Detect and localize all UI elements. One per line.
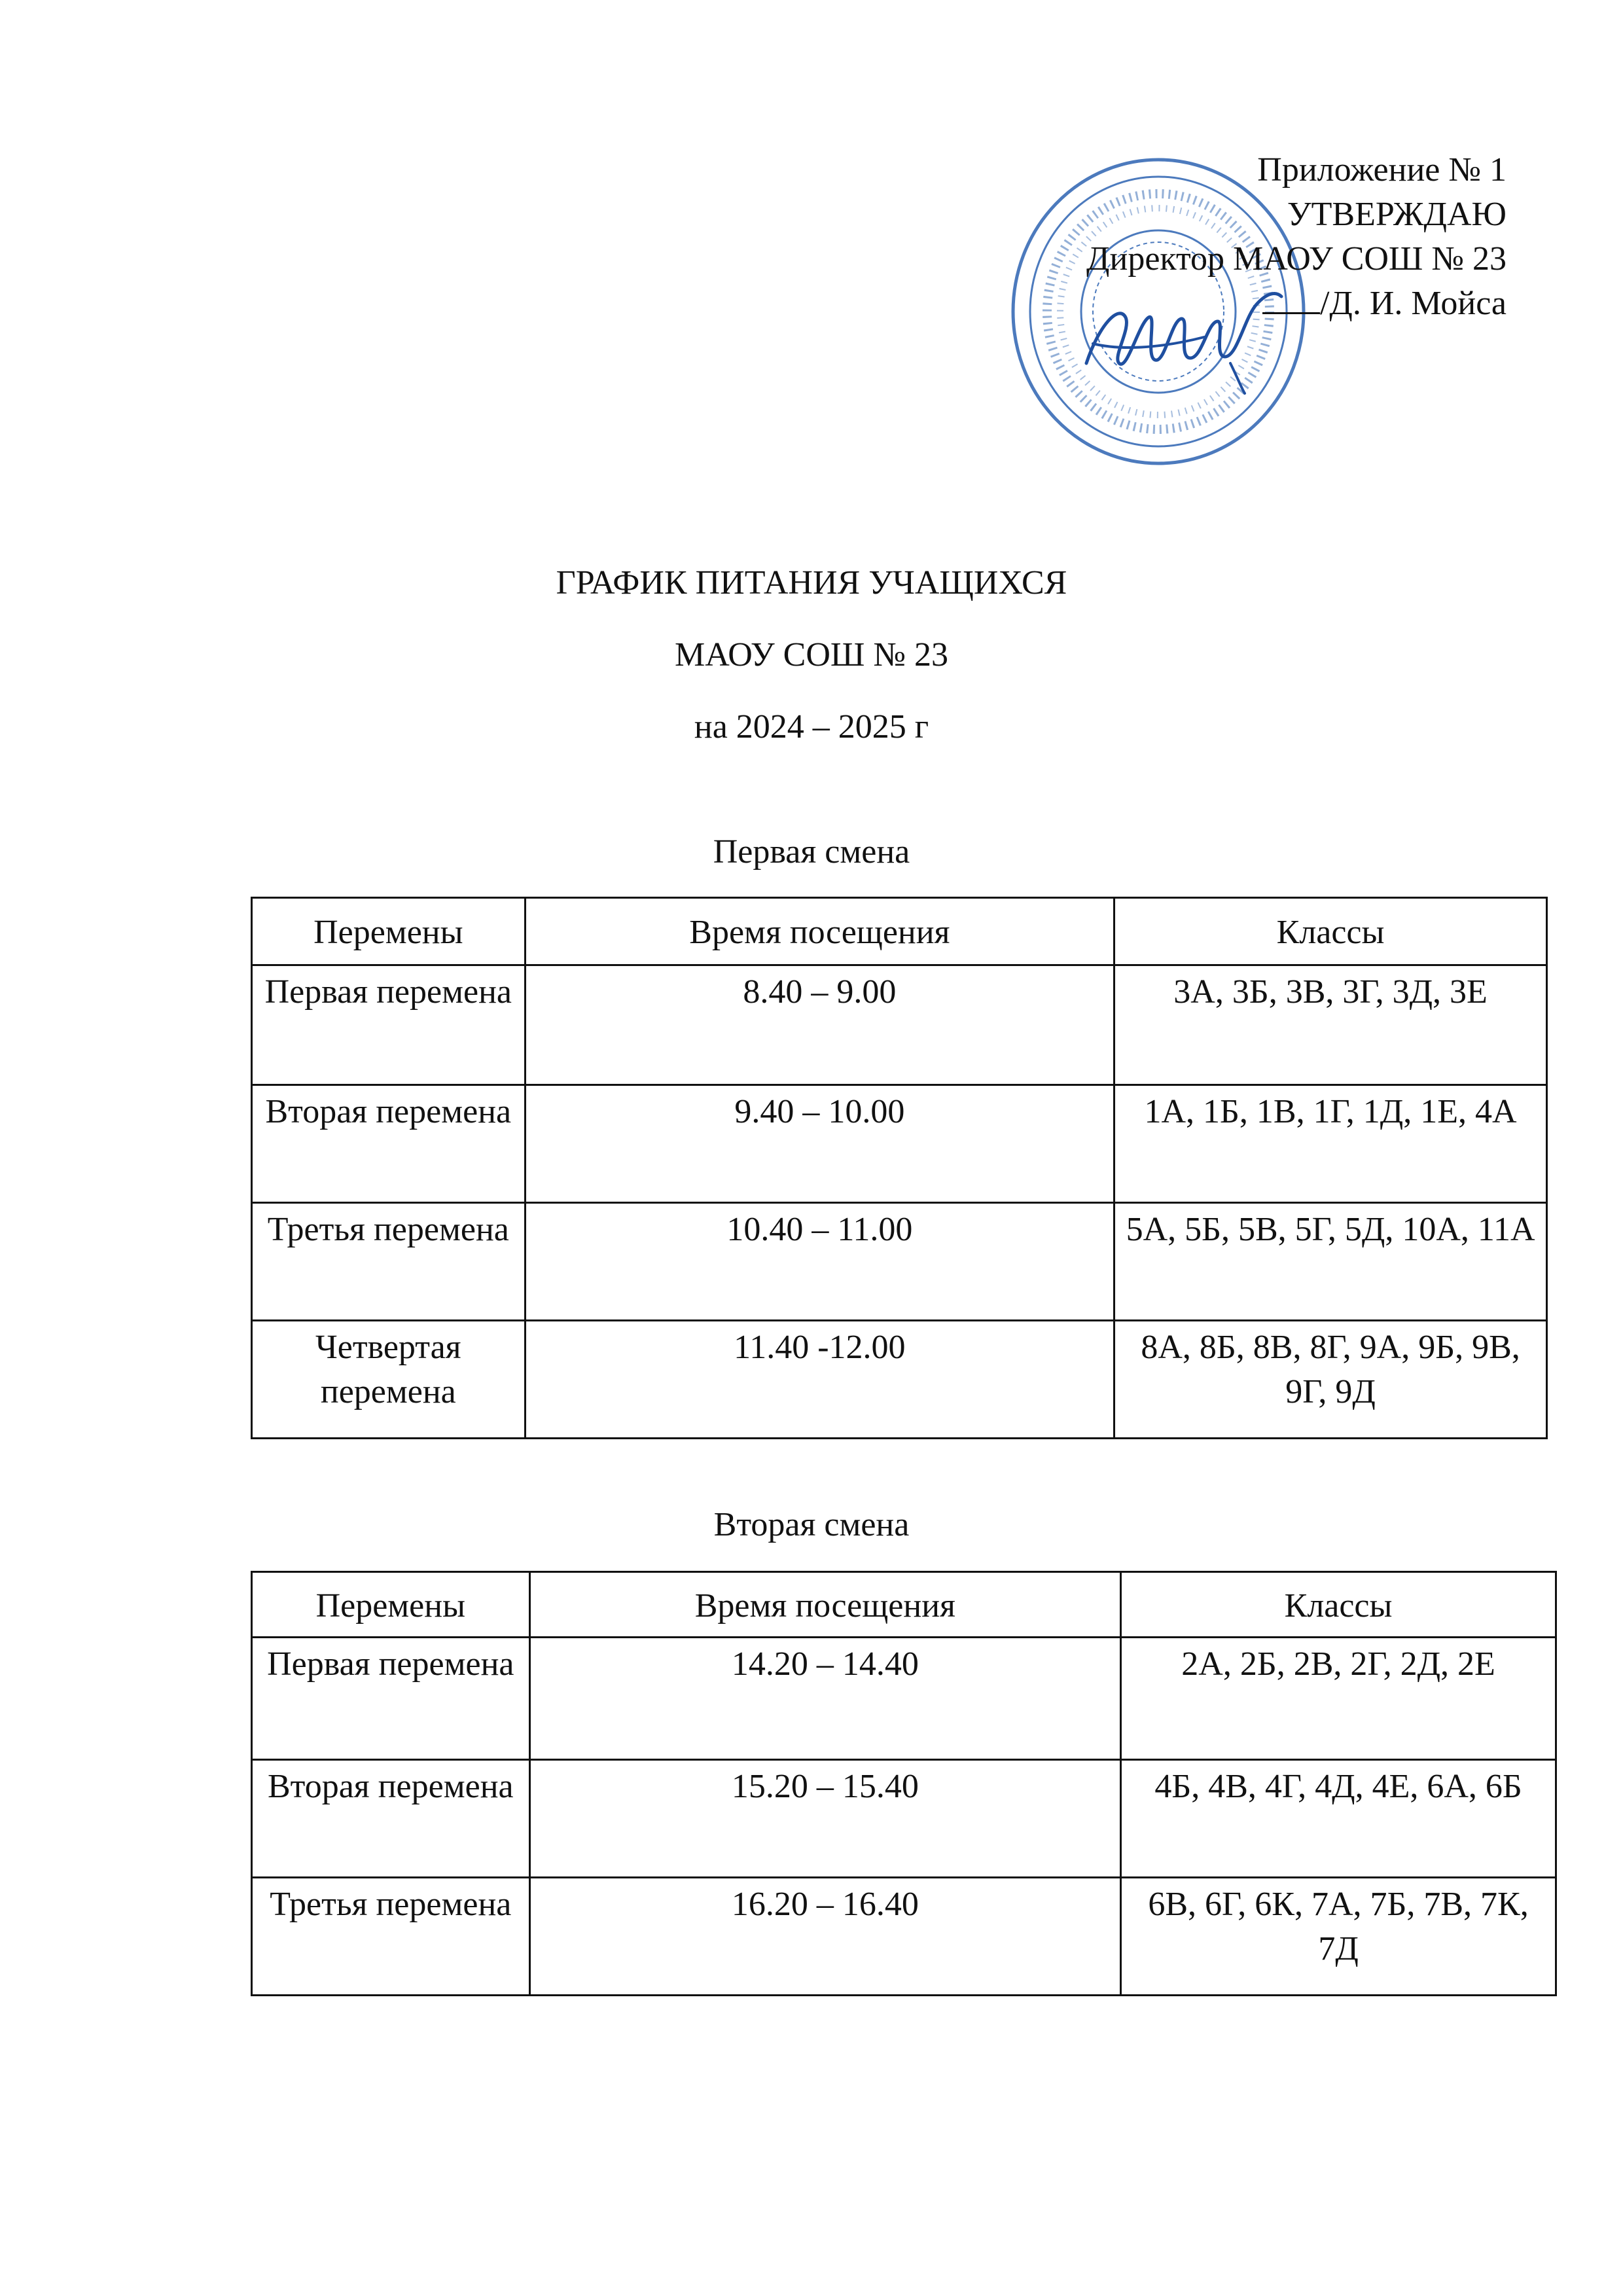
classes-cell: 6В, 6Г, 6К, 7А, 7Б, 7В, 7К, 7Д (1121, 1878, 1556, 1996)
break-cell: Третья перемена (252, 1878, 530, 1996)
table-row (252, 1760, 1556, 1878)
director-name: /Д. И. Мойса (1319, 285, 1507, 322)
signature-blank (1262, 282, 1320, 314)
break-cell: Вторая перемена (252, 1085, 526, 1203)
time-cell: 16.20 – 16.40 (529, 1878, 1121, 1996)
appendix-label: Приложение № 1 (1257, 151, 1507, 188)
break-cell: Первая перемена (252, 1638, 530, 1760)
table-header-row (252, 898, 1547, 965)
time-cell: 8.40 – 9.00 (525, 965, 1114, 1085)
table-row (252, 1878, 1556, 1996)
classes-cell: 4Б, 4В, 4Г, 4Д, 4Е, 6А, 6Б (1121, 1760, 1556, 1878)
header-cell: Время посещения (525, 898, 1114, 965)
shift1-caption: Первая смена (713, 833, 910, 870)
break-cell: Четвертая перемена (252, 1321, 526, 1439)
header-cell: Классы (1115, 898, 1547, 965)
director-name-line (1086, 281, 1507, 326)
classes-cell: 1А, 1Б, 1В, 1Г, 1Д, 1Е, 4А (1115, 1085, 1547, 1203)
time-cell: 15.20 – 15.40 (529, 1760, 1121, 1878)
time-cell: 9.40 – 10.00 (525, 1085, 1114, 1203)
header-cell: Классы (1121, 1572, 1556, 1638)
title-line-1: ГРАФИК ПИТАНИЯ УЧАЩИХСЯ (556, 564, 1067, 601)
shift1-table (251, 897, 1548, 1439)
title-line-2: МАОУ СОШ № 23 (675, 636, 948, 673)
break-cell: Третья перемена (252, 1203, 526, 1321)
table-row (252, 1085, 1547, 1203)
shift2-table (251, 1571, 1557, 1996)
break-cell: Вторая перемена (252, 1760, 530, 1878)
document-title (0, 547, 1623, 763)
classes-cell: 8А, 8Б, 8В, 8Г, 9А, 9Б, 9В, 9Г, 9Д (1115, 1321, 1547, 1439)
table-row (252, 1321, 1547, 1439)
break-cell: Первая перемена (252, 965, 526, 1085)
director-position: Директор МАОУ СОШ № 23 (1086, 240, 1507, 278)
classes-cell: 5А, 5Б, 5В, 5Г, 5Д, 10А, 11А (1115, 1203, 1547, 1321)
title-line-3: на 2024 – 2025 г (694, 708, 929, 745)
header-cell: Перемены (252, 1572, 530, 1638)
time-cell: 14.20 – 14.40 (529, 1638, 1121, 1760)
classes-cell: 2А, 2Б, 2В, 2Г, 2Д, 2Е (1121, 1638, 1556, 1760)
time-cell: 10.40 – 11.00 (525, 1203, 1114, 1321)
approval-block (1086, 148, 1507, 326)
header-cell: Время посещения (529, 1572, 1121, 1638)
table-row (252, 965, 1547, 1085)
table-row (252, 1638, 1556, 1760)
header-cell: Перемены (252, 898, 526, 965)
shift2-caption: Вторая смена (713, 1506, 910, 1543)
table-row (252, 1203, 1547, 1321)
classes-cell: 3А, 3Б, 3В, 3Г, 3Д, 3Е (1115, 965, 1547, 1085)
approve-label: УТВЕРЖДАЮ (1287, 196, 1507, 233)
table-header-row (252, 1572, 1556, 1638)
time-cell: 11.40 -12.00 (525, 1321, 1114, 1439)
